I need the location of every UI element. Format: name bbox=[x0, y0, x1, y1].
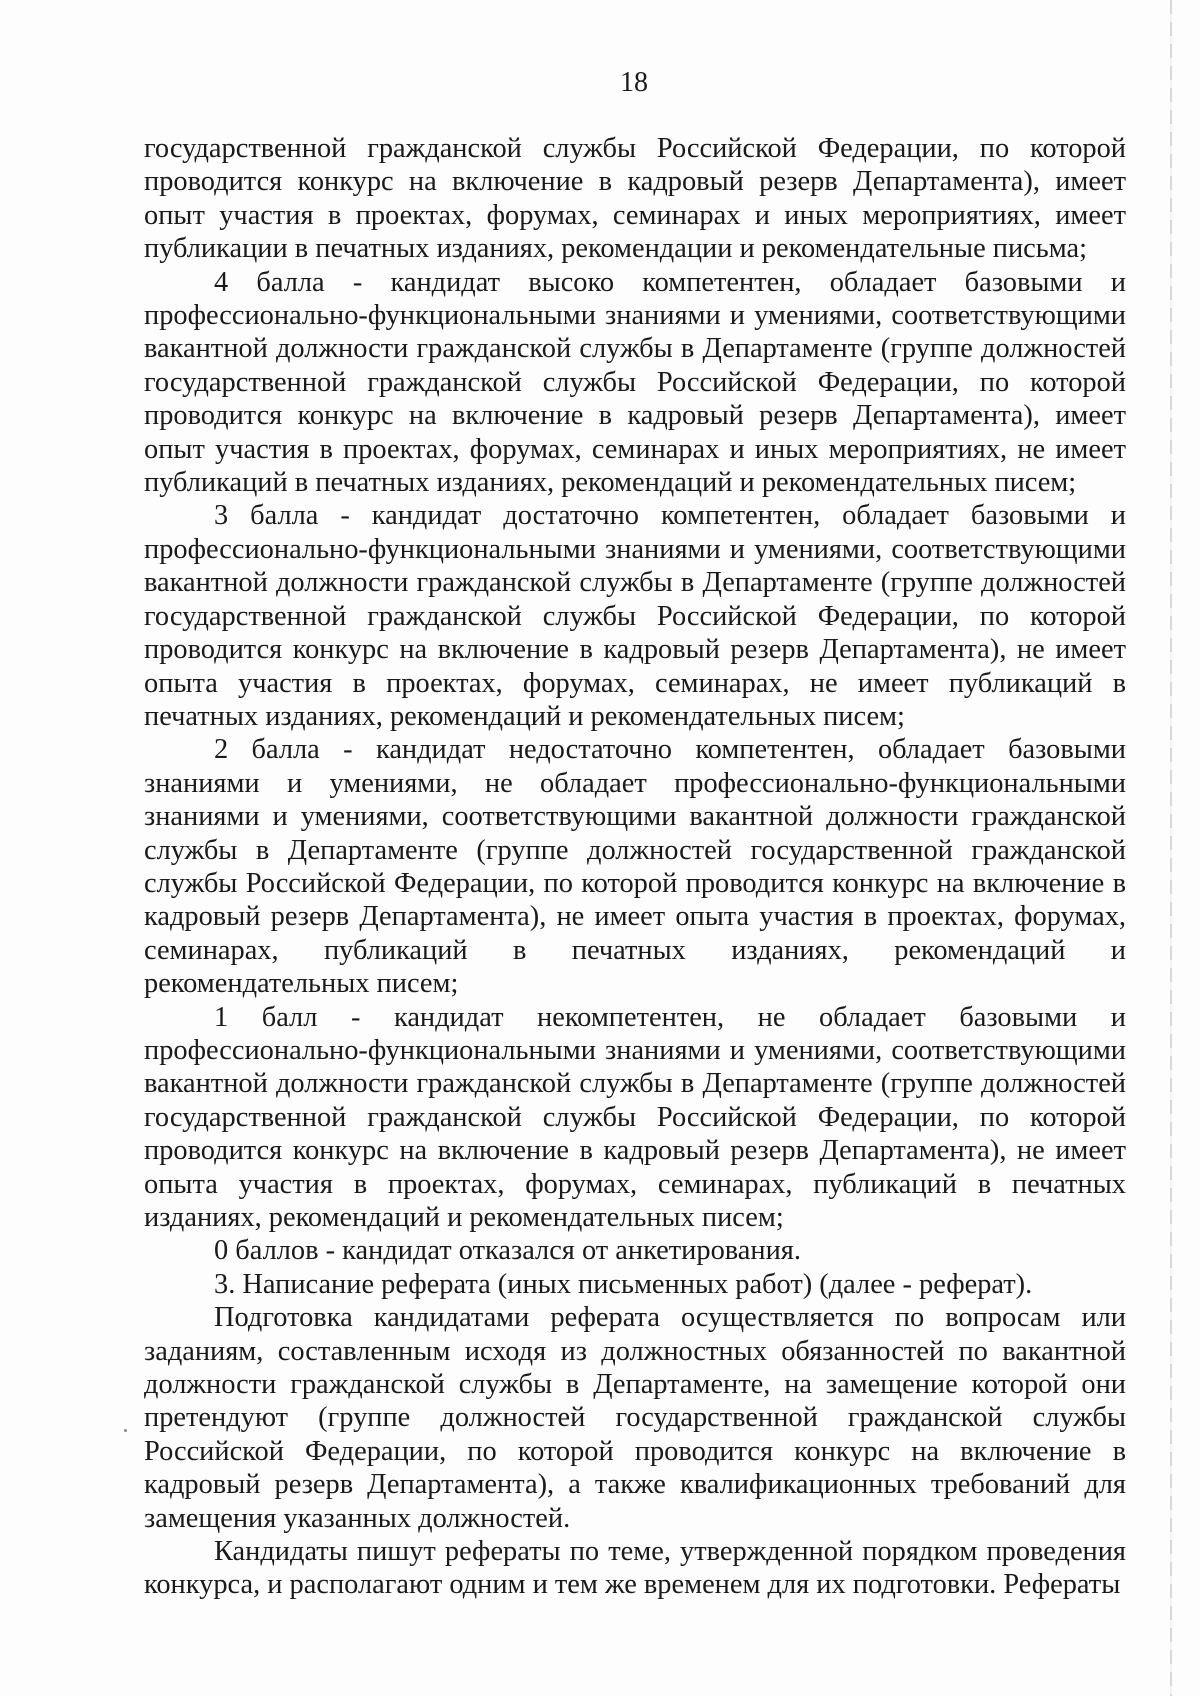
page-number: 18 bbox=[620, 67, 648, 98]
paragraph-score-4: 4 балла - кандидат высоко компетентен, обладает базовыми и профессионально-функциональными знаниями и умениями, соответствующими вакантной должности гражданской службы в Департаменте (группе должностей государственной гражданской службы Российской Федерации, по которой проводится конкурс на включение в кадровый резерв Департамента), имеет опыт участия в проектах, форумах, семинарах и иных мероприятиях, не имеет публикаций в печатных изданиях, рекомендаций и рекомендательных писем; bbox=[144, 266, 1126, 499]
paragraph-score-0: 0 баллов - кандидат отказался от анкетирования. bbox=[214, 1235, 801, 1267]
paragraph-continuation: государственной гражданской службы Российской Федерации, по которой проводится конкурс на включение в кадровый резерв Департамента), имеет опыт участия в проектах, форумах, семинарах и иных мероприятиях, имеет публикации в печатных изданиях, рекомендации и рекомендательные письма; bbox=[144, 133, 1126, 265]
paragraph-score-1: 1 балл - кандидат некомпетентен, не обладает базовыми и профессионально-функциональными знаниями и умениями, соответствующими вакантной должности гражданской службы в Департаменте (группе должностей государственной гражданской службы Российской Федерации, по которой проводится конкурс на включение в кадровый резерв Департамента), не имеет опыта участия в проектах, форумах, семинарах, публикаций в печатных изданиях, рекомендаций и рекомендательных писем; bbox=[144, 1001, 1126, 1233]
document-body bbox=[144, 132, 1126, 1602]
margin-mark bbox=[124, 1429, 127, 1432]
paragraph-essay-topic: Кандидаты пишут рефераты по теме, утвержденной порядком проведения конкурса, и располагают одним и тем же временем для их подготовки. Рефераты bbox=[144, 1536, 1126, 1601]
paragraph-score-2: 2 балла - кандидат недостаточно компетентен, обладает базовыми знаниями и умениями, не обладает профессионально-функциональными знаниями и умениями, соответствующими вакантной должности гражданской службы в Департаменте (группе должностей государственной гражданской службы Российской Федерации, по которой проводится конкурс на включение в кадровый резерв Департамента), не имеет опыта участия в проектах, форумах, семинарах, публикаций в печатных изданиях, рекомендаций и рекомендательных писем; bbox=[144, 734, 1126, 1000]
paragraph-score-3: 3 балла - кандидат достаточно компетентен, обладает базовыми и профессионально-функциональными знаниями и умениями, соответствующими вакантной должности гражданской службы в Департаменте (группе должностей государственной гражданской службы Российской Федерации, по которой проводится конкурс на включение в кадровый резерв Департамента), не имеет опыта участия в проектах, форумах, семинарах, не имеет публикаций в печатных изданиях, рекомендаций и рекомендательных писем; bbox=[144, 500, 1126, 732]
paragraph-essay-preparation: Подготовка кандидатами реферата осуществляется по вопросам или заданиям, составленным исходя из должностных обязанностей по вакантной должности гражданской службы в Департаменте, на замещение которой они претендуют (группе должностей государственной гражданской службы Российской Федерации, по которой проводится конкурс на включение в кадровый резерв Департамента), а также квалификационных требований для замещения указанных должностей. bbox=[144, 1302, 1126, 1534]
paragraph-section-3-heading: 3. Написание реферата (иных письменных работ) (далее - реферат). bbox=[214, 1268, 1033, 1300]
scan-edge-line bbox=[1170, 0, 1172, 1696]
